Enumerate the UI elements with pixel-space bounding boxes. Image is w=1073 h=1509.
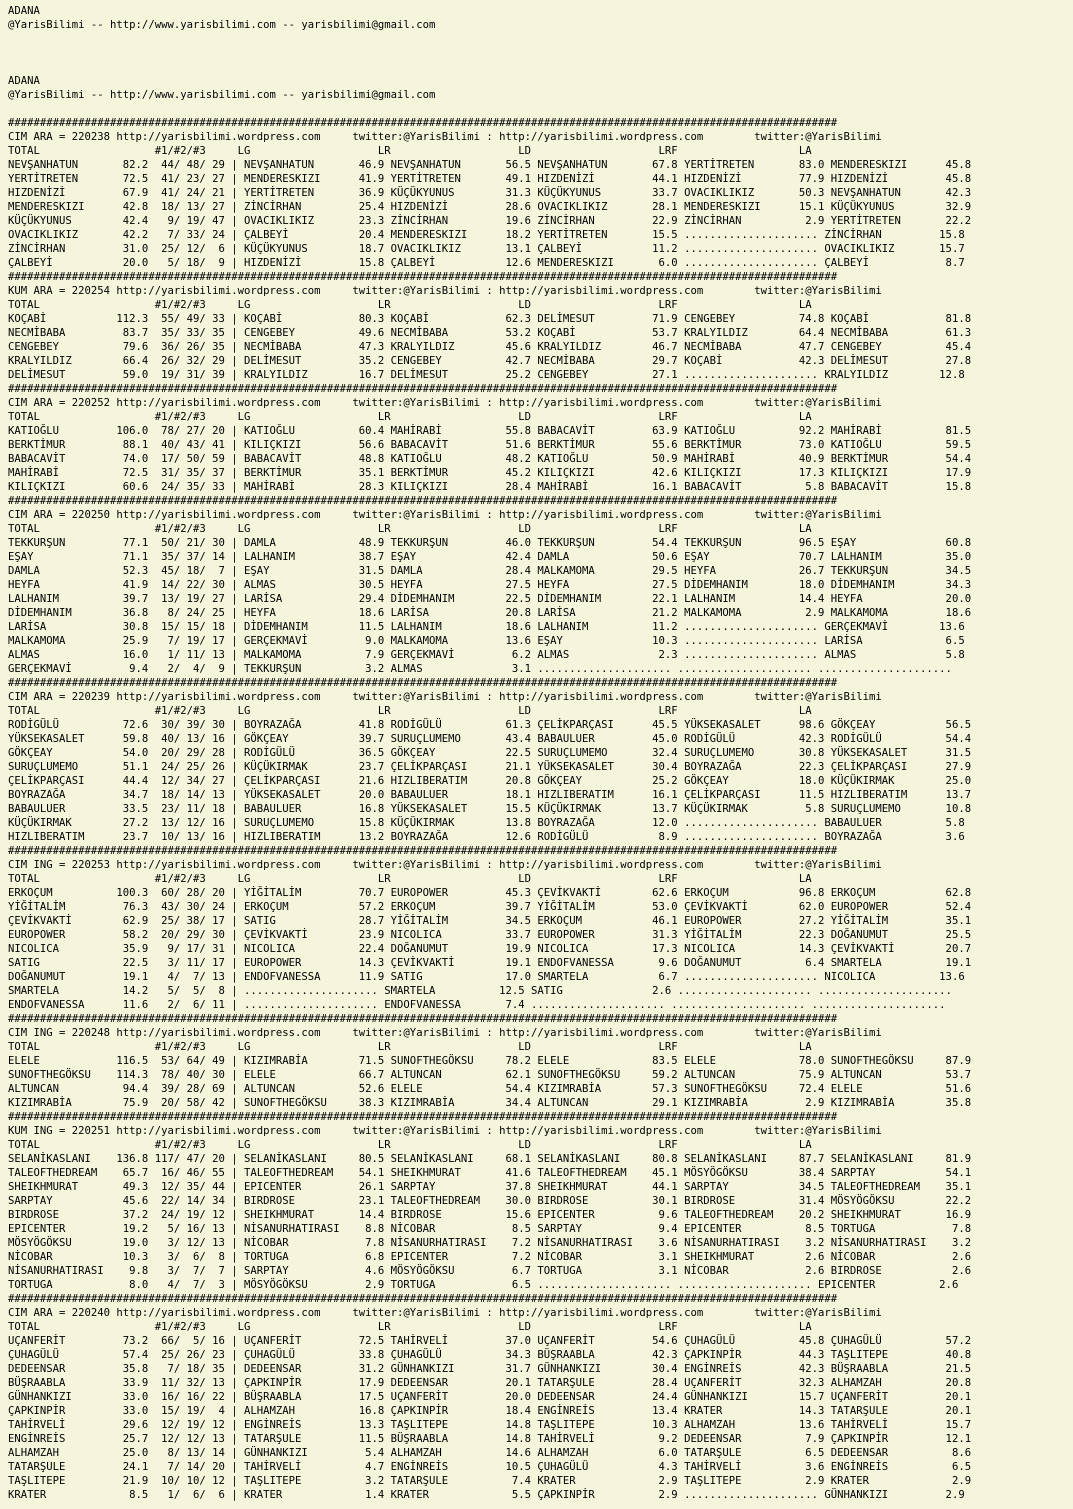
table-row: KATIOĞLU 106.0 78/ 27/ 20 | KATIOĞLU 60.4 MAHİRABİ 55.8 BABACAVİT 63.9 KATIOĞLU 92.2 MAHİRABİ 81.5 — [8, 425, 972, 437]
table-row: OVACIKLIKIZ 42.2 7/ 33/ 24 | ÇALBEYİ 20.4 MENDERESKIZI 18.2 YERTİTRETEN 15.5 ..................... ZİNCİRHAN 15.8 — [8, 229, 965, 241]
table-row: MÖSYÖGÖKSU 19.0 3/ 12/ 13 | NİCOBAR 7.8 NİSANURHATIRASI 7.2 NİSANURHATIRASI 3.6 NİSANURHATIRASI 3.2 NİSANURHATIRASI 3.2 — [8, 1237, 972, 1249]
table-row: TEKKURŞUN 77.1 50/ 21/ 30 | DAMLA 48.9 TEKKURŞUN 46.0 TEKKURŞUN 54.4 TEKKURŞUN 96.5 EŞAY 60.8 — [8, 537, 972, 549]
table-row: ÇALBEYİ 20.0 5/ 18/ 9 | HIZDENİZİ 15.8 ÇALBEYİ 12.6 MENDERESKIZI 6.0 ..................... ÇALBEYİ 8.7 — [8, 257, 965, 269]
race-header: KUM ARA = 220254 http://yarisbilimi.wordpress.com twitter:@YarisBilimi : http://yarisbilimi.wordpress.com twitter:@YarisBilimi — [8, 285, 882, 297]
report-subtitle: @YarisBilimi -- http://www.yarisbilimi.com -- yarisbilimi@gmail.com — [8, 19, 436, 31]
table-row: HIZLIBERATIM 23.7 10/ 13/ 16 | HIZLIBERATIM 13.2 BOYRAZAĞA 12.6 RODİGÜLÜ 8.9 ..................... BOYRAZAĞA 3.6 — [8, 831, 965, 843]
table-row: ENGİNREİS 25.7 12/ 12/ 13 | TATARŞULE 11.5 BÜŞRAABLA 14.8 TAHİRVELİ 9.2 DEDEENSAR 7.9 ÇAPKINPİR 12.1 — [8, 1433, 972, 1445]
table-row: HEYFA 41.9 14/ 22/ 30 | ALMAS 30.5 HEYFA 27.5 HEYFA 27.5 DİDEMHANIM 18.0 DİDEMHANIM 34.3 — [8, 579, 972, 591]
section-separator: ################################################################################################################################## — [8, 271, 838, 283]
table-row: MALKAMOMA 25.9 7/ 19/ 17 | GERÇEKMAVİ 9.0 MALKAMOMA 13.6 EŞAY 10.3 ..................... LARİSA 6.5 — [8, 635, 965, 647]
table-row: ÇAPKINPİR 33.0 15/ 19/ 4 | ALHAMZAH 16.8 ÇAPKINPİR 18.4 ENGİNREİS 13.4 KRATER 14.3 TATARŞULE 20.1 — [8, 1405, 972, 1417]
table-row: KOÇABİ 112.3 55/ 49/ 33 | KOÇABİ 80.3 KOÇABİ 62.3 DELİMESUT 71.9 CENGEBEY 74.8 KOÇABİ 81.8 — [8, 313, 972, 325]
table-row: CENGEBEY 79.6 36/ 26/ 35 | NECMİBABA 47.3 KRALYILDIZ 45.6 KRALYILDIZ 46.7 NECMİBABA 47.7 CENGEBEY 45.4 — [8, 341, 972, 353]
table-row: ALTUNCAN 94.4 39/ 28/ 69 | ALTUNCAN 52.6 ELELE 54.4 KIZIMRABİA 57.3 SUNOFTHEGÖKSU 72.4 ELELE 51.6 — [8, 1083, 972, 1095]
table-row: DİDEMHANIM 36.8 8/ 24/ 25 | HEYFA 18.6 LARİSA 20.8 LARİSA 21.2 MALKAMOMA 2.9 MALKAMOMA 18.6 — [8, 607, 972, 619]
column-headers: TOTAL #1/#2/#3 LG LR LD LRF LA — [8, 873, 812, 885]
table-row: DAMLA 52.3 45/ 18/ 7 | EŞAY 31.5 DAMLA 28.4 MALKAMOMA 29.5 HEYFA 26.7 TEKKURŞUN 34.5 — [8, 565, 972, 577]
table-row: KÜÇÜKIRMAK 27.2 13/ 12/ 16 | SURUÇLUMEMO 15.8 KÜÇÜKIRMAK 13.8 BOYRAZAĞA 12.0 ..................... BABAULUER 5.8 — [8, 817, 965, 829]
blank-line — [8, 46, 1073, 60]
table-row: TAŞLITEPE 21.9 10/ 10/ 12 | TAŞLITEPE 3.2 TATARŞULE 7.4 KRATER 2.9 TAŞLITEPE 2.9 KRATER 2.9 — [8, 1475, 972, 1487]
column-headers: TOTAL #1/#2/#3 LG LR LD LRF LA — [8, 1321, 812, 1333]
column-headers: TOTAL #1/#2/#3 LG LR LD LRF LA — [8, 523, 812, 535]
section-separator: ################################################################################################################################## — [8, 845, 838, 857]
table-row: ELELE 116.5 53/ 64/ 49 | KIZIMRABİA 71.5 SUNOFTHEGÖKSU 78.2 ELELE 83.5 ELELE 78.0 SUNOFTHEGÖKSU 87.9 — [8, 1055, 972, 1067]
section-separator: ################################################################################################################################## — [8, 677, 838, 689]
table-row: GERÇEKMAVİ 9.4 2/ 4/ 9 | TEKKURŞUN 3.2 ALMAS 3.1 ..................... ..................... ..................... — [8, 663, 952, 675]
table-row: DEDEENSAR 35.8 7/ 18/ 35 | DEDEENSAR 31.2 GÜNHANKIZI 31.7 GÜNHANKIZI 30.4 ENGİNREİS 42.3 BÜŞRAABLA 21.5 — [8, 1363, 972, 1375]
table-row: TAHİRVELİ 29.6 12/ 19/ 12 | ENGİNREİS 13.3 TAŞLITEPE 14.8 TAŞLITEPE 10.3 ALHAMZAH 13.6 TAHİRVELİ 15.7 — [8, 1419, 972, 1431]
table-row: SURUÇLUMEMO 51.1 24/ 25/ 26 | KÜÇÜKIRMAK 23.7 ÇELİKPARÇASI 21.1 YÜKSEKASALET 30.4 BOYRAZAĞA 22.3 ÇELİKPARÇASI 27.9 — [8, 761, 972, 773]
table-row: ALMAS 16.0 1/ 11/ 13 | MALKAMOMA 7.9 GERÇEKMAVİ 6.2 ALMAS 2.3 ..................... ALMAS 5.8 — [8, 649, 965, 661]
column-headers: TOTAL #1/#2/#3 LG LR LD LRF LA — [8, 705, 812, 717]
table-row: EUROPOWER 58.2 20/ 29/ 30 | ÇEVİKVAKTİ 23.9 NICOLICA 33.7 EUROPOWER 31.3 YİĞİTALİM 22.3 DOĞANUMUT 25.5 — [8, 929, 972, 941]
table-row: LARİSA 30.8 15/ 15/ 18 | DİDEMHANIM 11.5 LALHANIM 18.6 LALHANIM 11.2 ..................... GERÇEKMAVİ 13.6 — [8, 621, 965, 633]
table-row: EPICENTER 19.2 5/ 16/ 13 | NİSANURHATIRASI 8.8 NİCOBAR 8.5 SARPTAY 9.4 EPICENTER 8.5 TORTUGA 7.8 — [8, 1223, 972, 1235]
table-row: ZİNCİRHAN 31.0 25/ 12/ 6 | KÜÇÜKYUNUS 18.7 OVACIKLIKIZ 13.1 ÇALBEYİ 11.2 ..................... OVACIKLIKIZ 15.7 — [8, 243, 965, 255]
table-row: KRALYILDIZ 66.4 26/ 32/ 29 | DELİMESUT 35.2 CENGEBEY 42.7 NECMİBABA 29.7 KOÇABİ 42.3 DELİMESUT 27.8 — [8, 355, 972, 367]
report-subtitle: @YarisBilimi -- http://www.yarisbilimi.com -- yarisbilimi@gmail.com — [8, 89, 436, 101]
table-row: LALHANIM 39.7 13/ 19/ 27 | LARİSA 29.4 DİDEMHANIM 22.5 DİDEMHANIM 22.1 LALHANIM 14.4 HEYFA 20.0 — [8, 593, 972, 605]
table-row: KRATER 8.5 1/ 6/ 6 | KRATER 1.4 KRATER 5.5 ÇAPKINPİR 2.9 ..................... GÜNHANKIZI 2.9 — [8, 1489, 965, 1501]
table-row: NİCOBAR 10.3 3/ 6/ 8 | TORTUGA 6.8 EPICENTER 7.2 NİCOBAR 3.1 SHEIKHMURAT 2.6 NİCOBAR 2.6 — [8, 1251, 972, 1263]
table-row: YERTİTRETEN 72.5 41/ 23/ 27 | MENDERESKIZI 41.9 YERTİTRETEN 49.1 HIZDENİZİ 44.1 HIZDENİZİ 77.9 HIZDENİZİ 45.8 — [8, 173, 972, 185]
table-row: ALHAMZAH 25.0 8/ 13/ 14 | GÜNHANKIZI 5.4 ALHAMZAH 14.6 ALHAMZAH 6.0 TATARŞULE 6.5 DEDEENSAR 8.6 — [8, 1447, 972, 1459]
table-row: BÜŞRAABLA 33.9 11/ 32/ 13 | ÇAPKINPİR 17.9 DEDEENSAR 20.1 TATARŞULE 28.4 UÇANFERİT 32.3 ALHAMZAH 20.8 — [8, 1377, 972, 1389]
column-headers: TOTAL #1/#2/#3 LG LR LD LRF LA — [8, 1041, 812, 1053]
column-headers: TOTAL #1/#2/#3 LG LR LD LRF LA — [8, 299, 812, 311]
race-header: CIM ING = 220253 http://yarisbilimi.wordpress.com twitter:@YarisBilimi : http://yarisbilimi.wordpress.com twitter:@YarisBilimi — [8, 859, 882, 871]
table-row: YÜKSEKASALET 59.8 40/ 13/ 16 | GÖKÇEAY 39.7 SURUÇLUMEMO 43.4 BABAULUER 45.0 RODİGÜLÜ 42.3 RODİGÜLÜ 54.4 — [8, 733, 972, 745]
race-header: CIM ARA = 220239 http://yarisbilimi.wordpress.com twitter:@YarisBilimi : http://yarisbilimi.wordpress.com twitter:@YarisBilimi — [8, 691, 882, 703]
table-row: MENDERESKIZI 42.8 18/ 13/ 27 | ZİNCİRHAN 25.4 HIZDENİZİ 28.6 OVACIKLIKIZ 28.1 MENDERESKIZI 15.1 KÜÇÜKYUNUS 32.9 — [8, 201, 972, 213]
race-header: CIM ARA = 220240 http://yarisbilimi.wordpress.com twitter:@YarisBilimi : http://yarisbilimi.wordpress.com twitter:@YarisBilimi — [8, 1307, 882, 1319]
table-row: NİSANURHATIRASI 9.8 3/ 7/ 7 | SARPTAY 4.6 MÖSYÖGÖKSU 6.7 TORTUGA 3.1 NİCOBAR 2.6 BIRDROSE 2.6 — [8, 1265, 972, 1277]
table-row: NECMİBABA 83.7 35/ 33/ 35 | CENGEBEY 49.6 NECMİBABA 53.2 KOÇABİ 53.7 KRALYILDIZ 64.4 NECMİBABA 61.3 — [8, 327, 972, 339]
race-header: CIM ARA = 220250 http://yarisbilimi.wordpress.com twitter:@YarisBilimi : http://yarisbilimi.wordpress.com twitter:@YarisBilimi — [8, 509, 882, 521]
table-row: BERKTİMUR 88.1 40/ 43/ 41 | KILIÇKIZI 56.6 BABACAVİT 51.6 BERKTİMUR 55.6 BERKTİMUR 73.0 KATIOĞLU 59.5 — [8, 439, 972, 451]
blank-line — [8, 60, 1073, 74]
section-separator: ################################################################################################################################## — [8, 495, 838, 507]
table-row: BABACAVİT 74.0 17/ 50/ 59 | BABACAVİT 48.8 KATIOĞLU 48.2 KATIOĞLU 50.9 MAHİRABİ 40.9 BERKTİMUR 54.4 — [8, 453, 972, 465]
section-separator: ################################################################################################################################## — [8, 383, 838, 395]
table-row: ENDOFVANESSA 11.6 2/ 6/ 11 | ..................... ENDOFVANESSA 7.4 ..................... ..................... ..................... — [8, 999, 946, 1011]
report-title: ADANA — [8, 75, 40, 87]
race-header: CIM ARA = 220238 http://yarisbilimi.wordpress.com twitter:@YarisBilimi : http://yarisbilimi.wordpress.com twitter:@YarisBilimi — [8, 131, 882, 143]
blank-line — [8, 102, 1073, 116]
table-row: TORTUGA 8.0 4/ 7/ 3 | MÖSYÖGÖKSU 2.9 TORTUGA 6.5 ..................... ..................... EPICENTER 2.6 — [8, 1279, 959, 1291]
table-row: MAHİRABİ 72.5 31/ 35/ 37 | BERKTİMUR 35.1 BERKTİMUR 45.2 KILIÇKIZI 42.6 KILIÇKIZI 17.3 KILIÇKIZI 17.9 — [8, 467, 972, 479]
table-row: DOĞANUMUT 19.1 4/ 7/ 13 | ENDOFVANESSA 11.9 SATIG 17.0 SMARTELA 6.7 ..................... NICOLICA 13.6 — [8, 971, 965, 983]
table-row: SELANİKASLANI 136.8 117/ 47/ 20 | SELANİKASLANI 80.5 SELANİKASLANI 68.1 SELANİKASLANI 80.8 SELANİKASLANI 87.7 SELANİKASLANI 81.9 — [8, 1153, 972, 1165]
table-row: RODİGÜLÜ 72.6 30/ 39/ 30 | BOYRAZAĞA 41.8 RODİGÜLÜ 61.3 ÇELİKPARÇASI 45.5 YÜKSEKASALET 98.6 GÖKÇEAY 56.5 — [8, 719, 972, 731]
table-row: KIZIMRABİA 75.9 20/ 58/ 42 | SUNOFTHEGÖKSU 38.3 KIZIMRABİA 34.4 ALTUNCAN 29.1 KIZIMRABİA 2.9 KIZIMRABİA 35.8 — [8, 1097, 972, 1109]
section-separator: ################################################################################################################################## — [8, 1293, 838, 1305]
table-row: SMARTELA 14.2 5/ 5/ 8 | ..................... SMARTELA 12.5 SATIG 2.6 ..................... ..................... — [8, 985, 952, 997]
table-row: UÇANFERİT 73.2 66/ 5/ 16 | UÇANFERİT 72.5 TAHİRVELİ 37.0 UÇANFERİT 54.6 ÇUHAGÜLÜ 45.8 ÇUHAGÜLÜ 57.2 — [8, 1335, 972, 1347]
table-row: EŞAY 71.1 35/ 37/ 14 | LALHANIM 38.7 EŞAY 42.4 DAMLA 50.6 EŞAY 70.7 LALHANIM 35.0 — [8, 551, 972, 563]
table-row: BABAULUER 33.5 23/ 11/ 18 | BABAULUER 16.8 YÜKSEKASALET 15.5 KÜÇÜKIRMAK 13.7 KÜÇÜKIRMAK 5.8 SURUÇLUMEMO 10.8 — [8, 803, 972, 815]
section-separator: ################################################################################################################################## — [8, 1111, 838, 1123]
report-title: ADANA — [8, 5, 40, 17]
table-row: NICOLICA 35.9 9/ 17/ 31 | NICOLICA 22.4 DOĞANUMUT 19.9 NICOLICA 17.3 NICOLICA 14.3 ÇEVİKVAKTİ 20.7 — [8, 943, 972, 955]
table-row: HIZDENİZİ 67.9 41/ 24/ 21 | YERTİTRETEN 36.9 KÜÇÜKYUNUS 31.3 KÜÇÜKYUNUS 33.7 OVACIKLIKIZ 50.3 NEVŞANHATUN 42.3 — [8, 187, 972, 199]
section-separator: ################################################################################################################################## — [8, 117, 838, 129]
table-row: TALEOFTHEDREAM 65.7 16/ 46/ 55 | TALEOFTHEDREAM 54.1 SHEIKHMURAT 41.6 TALEOFTHEDREAM 45.1 MÖSYÖGÖKSU 38.4 SARPTAY 54.1 — [8, 1167, 972, 1179]
table-row: BOYRAZAĞA 34.7 18/ 14/ 13 | YÜKSEKASALET 20.0 BABAULUER 18.1 HIZLIBERATIM 16.1 ÇELİKPARÇASI 11.5 HIZLIBERATIM 13.7 — [8, 789, 972, 801]
table-row: NEVŞANHATUN 82.2 44/ 48/ 29 | NEVŞANHATUN 46.9 NEVŞANHATUN 56.5 NEVŞANHATUN 67.8 YERTİTRETEN 83.0 MENDERESKIZI 45.8 — [8, 159, 972, 171]
table-row: ERKOÇUM 100.3 60/ 28/ 20 | YİĞİTALİM 70.7 EUROPOWER 45.3 ÇEVİKVAKTİ 62.6 ERKOÇUM 96.8 ERKOÇUM 62.8 — [8, 887, 972, 899]
table-row: ÇELİKPARÇASI 44.4 12/ 34/ 27 | ÇELİKPARÇASI 21.6 HIZLIBERATIM 20.8 GÖKÇEAY 25.2 GÖKÇEAY 18.0 KÜÇÜKIRMAK 25.0 — [8, 775, 972, 787]
race-header: CIM ING = 220248 http://yarisbilimi.wordpress.com twitter:@YarisBilimi : http://yarisbilimi.wordpress.com twitter:@YarisBilimi — [8, 1027, 882, 1039]
table-row: SATIG 22.5 3/ 11/ 17 | EUROPOWER 14.3 ÇEVİKVAKTİ 19.1 ENDOFVANESSA 9.6 DOĞANUMUT 6.4 SMARTELA 19.1 — [8, 957, 972, 969]
column-headers: TOTAL #1/#2/#3 LG LR LD LRF LA — [8, 145, 812, 157]
race-header: CIM ARA = 220252 http://yarisbilimi.wordpress.com twitter:@YarisBilimi : http://yarisbilimi.wordpress.com twitter:@YarisBilimi — [8, 397, 882, 409]
blank-line — [8, 32, 1073, 46]
section-separator: ################################################################################################################################## — [8, 1013, 838, 1025]
table-row: SARPTAY 45.6 22/ 14/ 34 | BIRDROSE 23.1 TALEOFTHEDREAM 30.0 BIRDROSE 30.1 BIRDROSE 31.4 MÖSYÖGÖKSU 22.2 — [8, 1195, 972, 1207]
table-row: BIRDROSE 37.2 24/ 19/ 12 | SHEIKHMURAT 14.4 BIRDROSE 15.6 EPICENTER 9.6 TALEOFTHEDREAM 20.2 SHEIKHMURAT 16.9 — [8, 1209, 972, 1221]
table-row: ÇUHAGÜLÜ 57.4 25/ 26/ 23 | ÇUHAGÜLÜ 33.8 ÇUHAGÜLÜ 34.3 BÜŞRAABLA 42.3 ÇAPKINPİR 44.3 TAŞLITEPE 40.8 — [8, 1349, 972, 1361]
table-row: GÖKÇEAY 54.0 20/ 29/ 28 | RODİGÜLÜ 36.5 GÖKÇEAY 22.5 SURUÇLUMEMO 32.4 SURUÇLUMEMO 30.8 YÜKSEKASALET 31.5 — [8, 747, 972, 759]
race-sections — [8, 116, 1073, 1502]
table-row: KILIÇKIZI 60.6 24/ 35/ 33 | MAHİRABİ 28.3 KILIÇKIZI 28.4 MAHİRABİ 16.1 BABACAVİT 5.8 BABACAVİT 15.8 — [8, 481, 972, 493]
column-headers: TOTAL #1/#2/#3 LG LR LD LRF LA — [8, 1139, 812, 1151]
table-row: YİĞİTALİM 76.3 43/ 30/ 24 | ERKOÇUM 57.2 ERKOÇUM 39.7 YİĞİTALİM 53.0 ÇEVİKVAKTİ 62.0 EUROPOWER 52.4 — [8, 901, 972, 913]
table-row: ÇEVİKVAKTİ 62.9 25/ 38/ 17 | SATIG 28.7 YİĞİTALİM 34.5 ERKOÇUM 46.1 EUROPOWER 27.2 YİĞİTALİM 35.1 — [8, 915, 972, 927]
table-row: DELİMESUT 59.0 19/ 31/ 39 | KRALYILDIZ 16.7 DELİMESUT 25.2 CENGEBEY 27.1 ..................... KRALYILDIZ 12.8 — [8, 369, 965, 381]
table-row: SHEIKHMURAT 49.3 12/ 35/ 44 | EPICENTER 26.1 SARPTAY 37.8 SHEIKHMURAT 44.1 SARPTAY 34.5 TALEOFTHEDREAM 35.1 — [8, 1181, 972, 1193]
column-headers: TOTAL #1/#2/#3 LG LR LD LRF LA — [8, 411, 812, 423]
race-header: KUM ING = 220251 http://yarisbilimi.wordpress.com twitter:@YarisBilimi : http://yarisbilimi.wordpress.com twitter:@YarisBilimi — [8, 1125, 882, 1137]
table-row: SUNOFTHEGÖKSU 114.3 78/ 40/ 30 | ELELE 66.7 ALTUNCAN 62.1 SUNOFTHEGÖKSU 59.2 ALTUNCAN 75.9 ALTUNCAN 53.7 — [8, 1069, 972, 1081]
table-row: TATARŞULE 24.1 7/ 14/ 20 | TAHİRVELİ 4.7 ENGİNREİS 10.5 ÇUHAGÜLÜ 4.3 TAHİRVELİ 3.6 ENGİNREİS 6.5 — [8, 1461, 972, 1473]
table-row: GÜNHANKIZI 33.0 16/ 16/ 22 | BÜŞRAABLA 17.5 UÇANFERİT 20.0 DEDEENSAR 24.4 GÜNHANKIZI 15.7 UÇANFERİT 20.1 — [8, 1391, 972, 1403]
table-row: KÜÇÜKYUNUS 42.4 9/ 19/ 47 | OVACIKLIKIZ 23.3 ZİNCİRHAN 19.6 ZİNCİRHAN 22.9 ZİNCİRHAN 2.9 YERTİTRETEN 22.2 — [8, 215, 972, 227]
